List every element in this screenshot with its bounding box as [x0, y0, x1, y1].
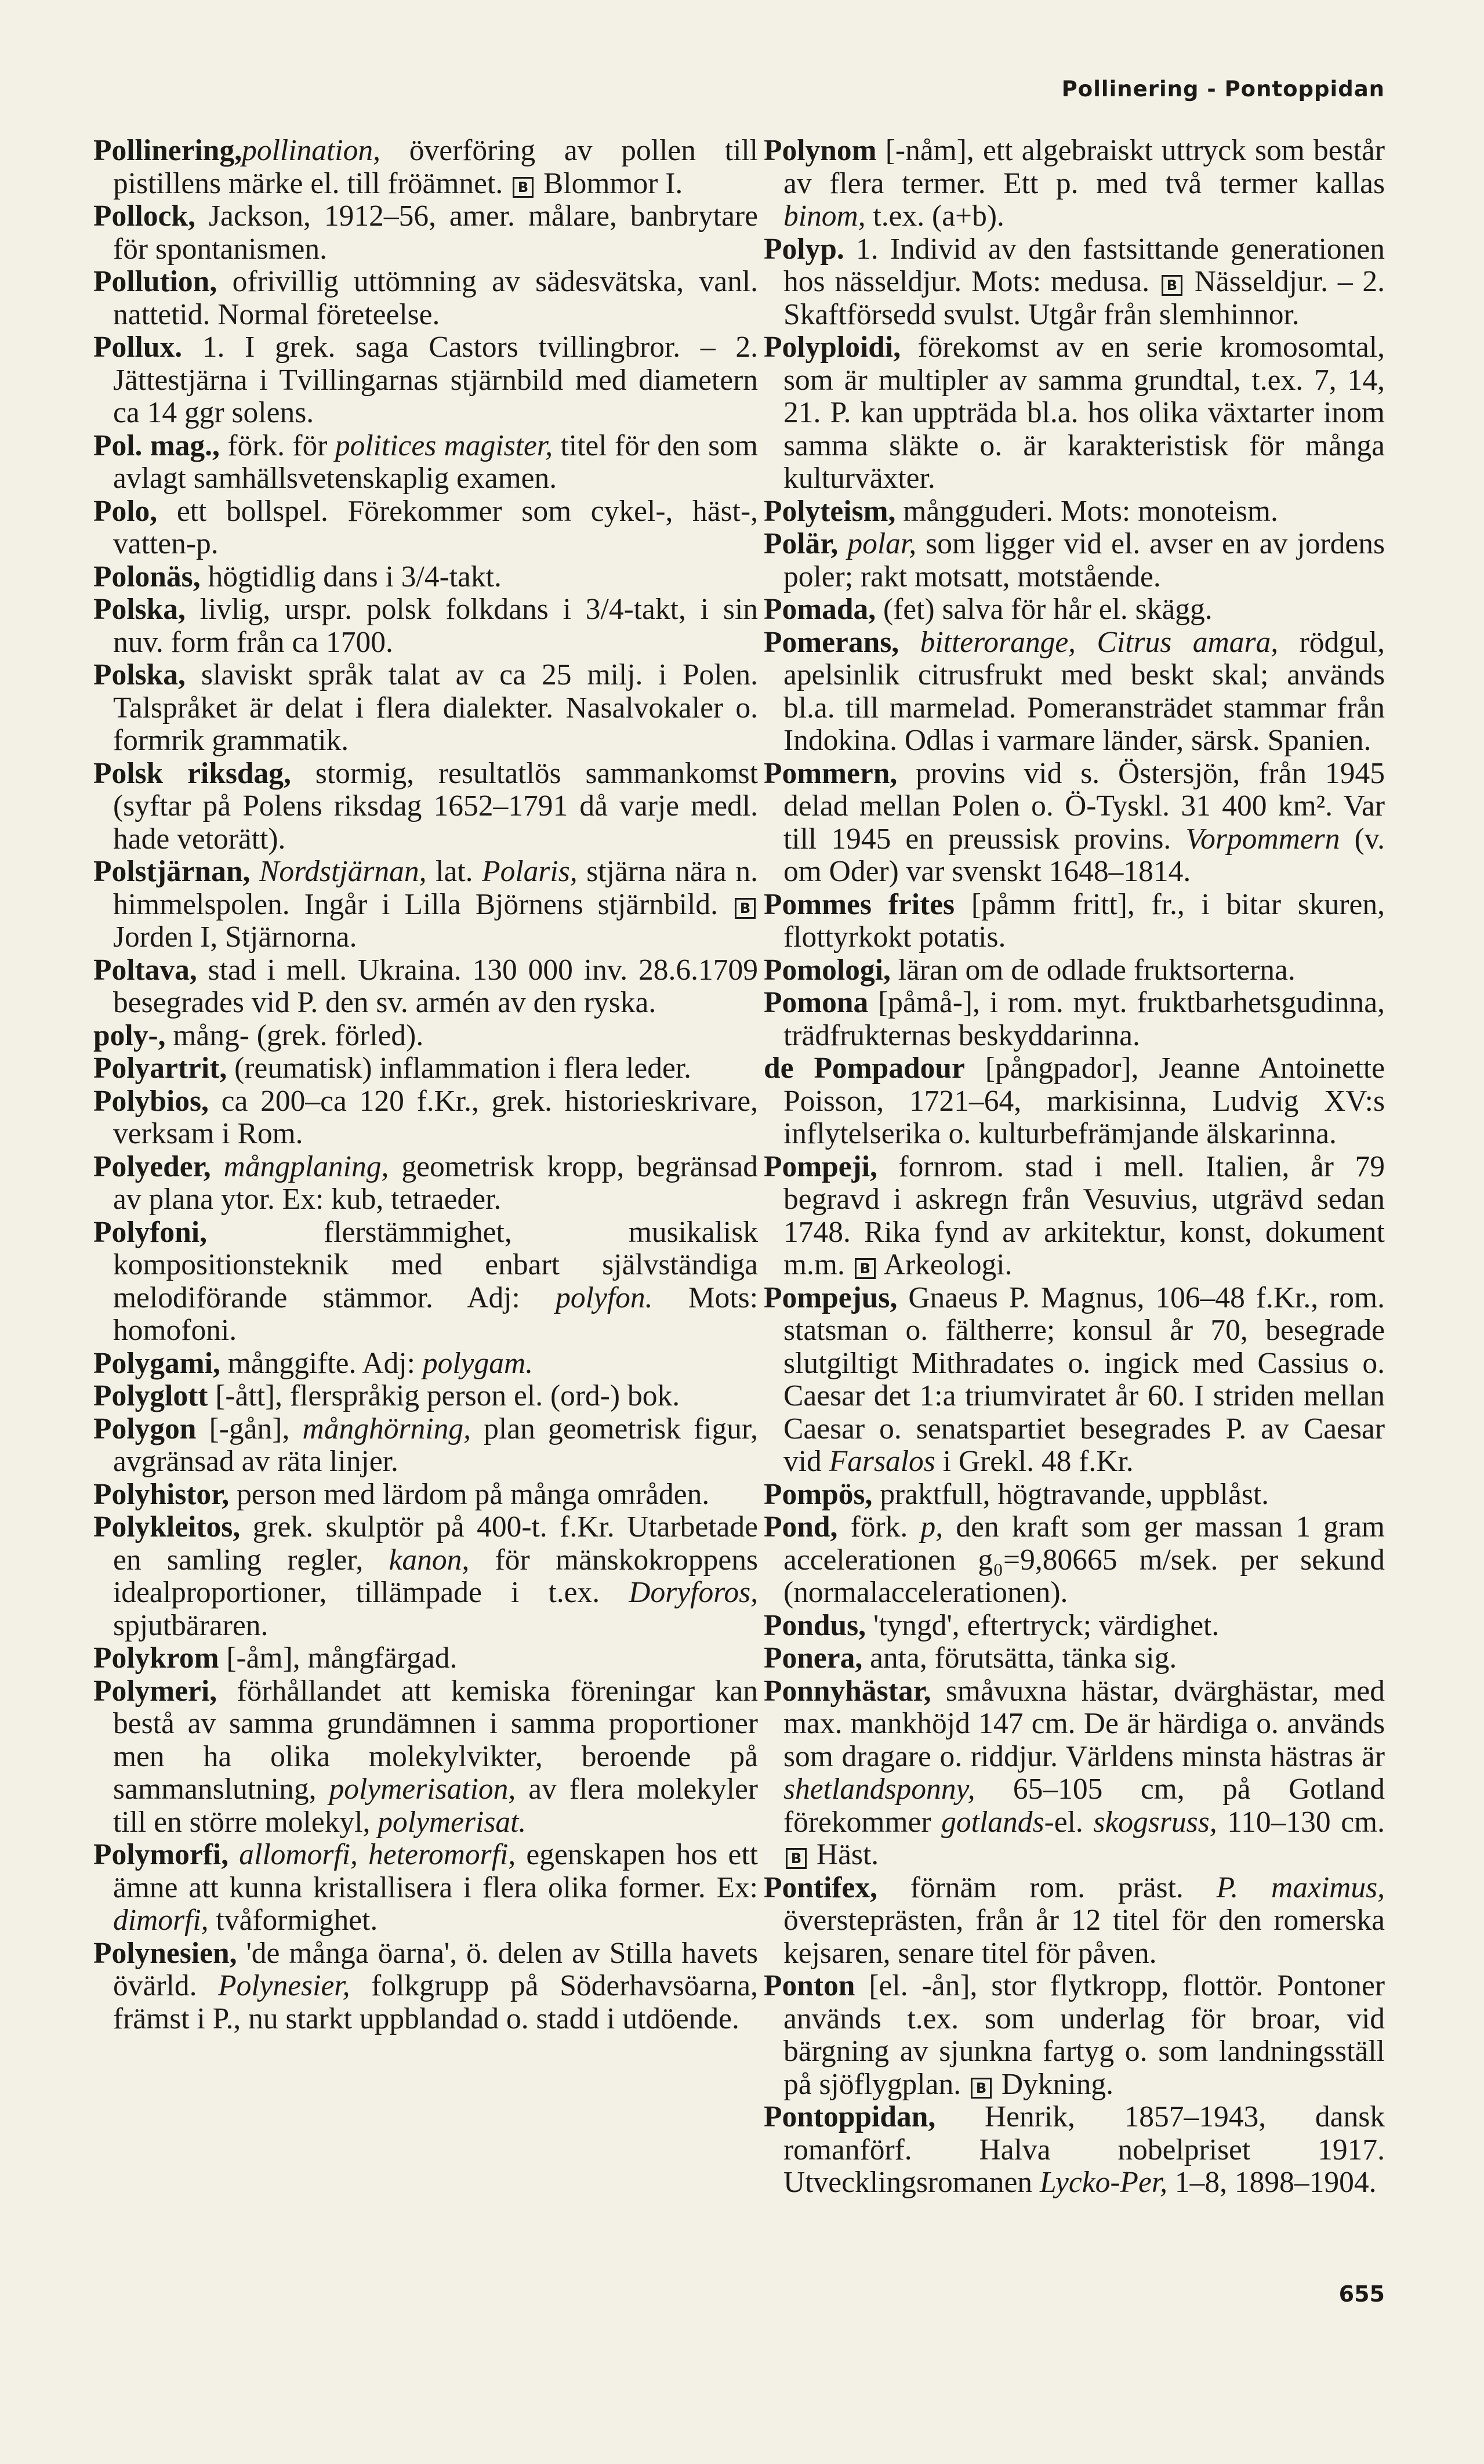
- entry-italic-text: Vorpommern: [1185, 822, 1340, 856]
- entry-italic-text: polygam.: [422, 1346, 534, 1380]
- running-header: Pollinering - Pontoppidan: [1061, 77, 1385, 102]
- entry-text: översteprästen, från år 12 titel för den romerska kejsaren, senare titel för påven.: [783, 1904, 1385, 1970]
- see-also-icon: B: [735, 898, 756, 919]
- dictionary-entry: [764, 1872, 1385, 1970]
- entry-headword: Polsk riksdag,: [93, 756, 291, 790]
- entry-text: lat.: [426, 855, 482, 888]
- entry-headword: Pomerans,: [764, 625, 899, 659]
- entry-text: t.ex. (a+b).: [865, 200, 1004, 233]
- dictionary-entry: [93, 1839, 758, 1937]
- entry-text: grek. skulptör på 400-t. f.Kr. Utarbetade en samling regler,: [113, 1510, 758, 1577]
- dictionary-entry: [764, 1970, 1385, 2101]
- entry-text: 'tyngd', eftertryck; värdighet.: [866, 1608, 1220, 1642]
- entry-text: [påmm fritt], fr., i bitar skuren, flottyrkokt potatis.: [783, 887, 1385, 954]
- entry-text: egenskapen hos ett ämne att kunna kristallisera i flera olika former. Ex:: [113, 1838, 758, 1904]
- entry-headword: Polska,: [93, 593, 186, 626]
- entry-headword: Ponton: [764, 1969, 855, 2002]
- entry-headword: Polonäs,: [93, 560, 201, 593]
- entry-italic-text: Doryforos,: [629, 1576, 758, 1609]
- entry-italic-text: skogsruss,: [1093, 1805, 1217, 1839]
- entry-italic-text: dimorfi,: [113, 1904, 209, 1937]
- entry-headword: Polynesien,: [93, 1936, 237, 1970]
- entry-text: [-ått], flerspråkig person el. (ord-) bok.: [208, 1379, 680, 1412]
- entry-headword: Ponera,: [764, 1642, 863, 1675]
- entry-text: månggifte. Adj:: [220, 1346, 423, 1380]
- page-number: 655: [1338, 2281, 1385, 2307]
- entry-text: förk. för: [219, 429, 335, 462]
- entry-headword: Pondus,: [764, 1608, 866, 1642]
- entry-text: Mots: homofoni.: [113, 1281, 759, 1347]
- dictionary-entry: [764, 2101, 1385, 2200]
- entry-text: spjutbäraren.: [113, 1608, 269, 1642]
- entry-text: [påmå-], i rom. myt. fruktbarhetsgudinna, trädfrukternas beskyddarinna.: [783, 986, 1385, 1052]
- entry-text: tvåformighet.: [208, 1904, 378, 1937]
- dictionary-entry: [93, 1511, 758, 1642]
- entry-text: flerstämmighet, musikalisk kompositionsteknik med enbart självständiga melodiförande stämmor. Adj:: [113, 1215, 758, 1314]
- entry-headword: Pollux.: [93, 331, 183, 364]
- entry-italic-text: polymerisat.: [378, 1805, 527, 1839]
- entry-text: Dykning.: [993, 2067, 1113, 2101]
- dictionary-entry: [93, 1151, 758, 1216]
- entry-headword: Polybios,: [93, 1084, 209, 1118]
- entry-text: förnäm rom. präst.: [877, 1871, 1217, 1904]
- entry-headword: Pommern,: [764, 756, 898, 790]
- dictionary-entry: [764, 758, 1385, 889]
- entry-headword: Polyteism,: [764, 494, 896, 528]
- entry-italic-text: mångplaning,: [211, 1150, 389, 1183]
- see-also-icon: B: [971, 2078, 992, 2099]
- dictionary-entry: [764, 889, 1385, 954]
- entry-text: fornrom. stad i mell. Italien, år 79 begravd i askregn från Vesuvius, utgrävd sedan 1748. Rika fynd av arkitektur, konst, dokument m.m.: [783, 1150, 1385, 1281]
- entry-text: ofrivillig uttömning av sädesvätska, vanl. nattetid. Normal företeelse.: [113, 265, 758, 331]
- dictionary-entry: [764, 1511, 1385, 1610]
- dictionary-entry: [93, 200, 758, 266]
- entry-headword: Polyglott: [93, 1379, 208, 1412]
- dictionary-entry: [93, 856, 758, 954]
- entry-italic-text: Nordstjärnan,: [250, 855, 427, 888]
- entry-headword: Polyfoni,: [93, 1215, 207, 1249]
- entry-text: rödgul, apelsinlik citrusfrukt med beskt skal; används bl.a. till marmelad. Pomeransträdet stammar från Indokina. Odlas i varmare länder, särsk. Spanien.: [783, 625, 1385, 757]
- entry-text: (v. om Oder) var svenskt 1648–1814.: [783, 822, 1385, 888]
- entry-text: el.: [1054, 1805, 1094, 1839]
- dictionary-entry: [93, 1347, 758, 1380]
- entry-italic-text: shetlandsponny,: [783, 1773, 975, 1806]
- entry-headword: Polyhistor,: [93, 1477, 230, 1511]
- dictionary-entry: [764, 1610, 1385, 1643]
- dictionary-entry: [93, 758, 758, 856]
- entry-text: slaviskt språk talat av ca 25 milj. i Polen. Talspråket är delat i flera dialekter. Nasalvokaler o. formrik grammatik.: [113, 658, 758, 757]
- entry-headword: Pollinering,: [93, 134, 242, 167]
- dictionary-entry: [764, 1151, 1385, 1282]
- entry-text: 1. I grek. saga Castors tvillingbror. – 2. Jättestjärna i Tvillingarnas stjärnbild med diametern ca 14 ggr solens.: [113, 331, 758, 429]
- entry-text: Blommor I.: [536, 166, 683, 200]
- dictionary-entry: [764, 1282, 1385, 1479]
- dictionary-entry: [93, 1479, 758, 1512]
- dictionary-entry: [93, 331, 758, 430]
- entry-text: titel för den som avlagt samhällsvetenskaplig examen.: [113, 429, 758, 495]
- entry-text: folkgrupp på Söderhavsöarna, främst i P., nu starkt uppblandad o. stadd i utdöende.: [113, 1969, 758, 2035]
- entry-italic-text: binom,: [783, 200, 866, 233]
- entry-text: förhållandet att kemiska föreningar kan bestå av samma grundämnen i samma proportioner men ha olika molekylvikter, beroende på sammanslutning,: [113, 1674, 758, 1806]
- entry-text: Häst.: [809, 1838, 879, 1871]
- entry-text: (fet) salva för hår el. skägg.: [876, 593, 1213, 626]
- entry-headword: Polyeder,: [93, 1150, 211, 1183]
- entry-text: anta, förutsätta, tänka sig.: [862, 1642, 1177, 1675]
- entry-text: ett bollspel. Förekommer som cykel-, häst-, vatten-p.: [113, 494, 758, 560]
- entry-headword: Pollution,: [93, 265, 217, 298]
- entry-headword: Pompeji,: [764, 1150, 877, 1183]
- dictionary-entry: [764, 495, 1385, 528]
- entry-text: 110–130 cm.: [1217, 1805, 1385, 1839]
- entry-text: stad i mell. Ukraina. 130 000 inv. 28.6.1709 besegrades vid P. den sv. armén av den ryska.: [113, 953, 758, 1019]
- entry-headword: Poltava,: [93, 953, 197, 987]
- entry-italic-text: polar,: [838, 527, 917, 560]
- entry-text: i Grekl. 48 f.Kr.: [935, 1445, 1134, 1478]
- entry-italic-text: politices magister,: [335, 429, 553, 462]
- entry-text: Arkeologi.: [877, 1248, 1013, 1281]
- entry-italic-text: kanon,: [389, 1543, 470, 1577]
- entry-text: överföring av pollen till pistillens märke el. till fröämnet.: [113, 134, 758, 200]
- entry-italic-text: polyfon.: [556, 1281, 653, 1314]
- dictionary-entry: [93, 1413, 758, 1479]
- dictionary-entry: [764, 135, 1385, 233]
- entry-headword: Pollock,: [93, 200, 195, 233]
- entry-headword: Polynom: [764, 134, 877, 167]
- entry-text: plan geometrisk figur, avgränsad av räta linjer.: [113, 1412, 759, 1478]
- dictionary-entry: [93, 430, 758, 495]
- dictionary-entry: [93, 1020, 758, 1053]
- entry-headword: Pol. mag.,: [93, 429, 220, 462]
- entry-text: den kraft som ger massan 1 gram accelerationen g₀=9,80665 m/sek. per sekund (normalaccelerationen).: [783, 1510, 1385, 1609]
- entry-text: Nässeldjur. – 2. Skaftförsedd svulst. Utgår från slemhinnor.: [783, 265, 1385, 331]
- dictionary-entry: [93, 593, 758, 659]
- entry-headword: Polykrom: [93, 1642, 219, 1675]
- dictionary-entry: [764, 1479, 1385, 1512]
- entry-italic-text: Polynesier,: [218, 1969, 350, 2002]
- dictionary-entry: [764, 1052, 1385, 1151]
- entry-text: Gnaeus P. Magnus, 106–48 f.Kr., rom. statsman o. fältherre; konsul år 70, besegrade slutgiltigt Mithradates o. ingick med Cassius o. Caesar det 1:a triumviratet år 60. I striden mellan Caesar o. senatspartiet besegrades P. av Caesar vid: [783, 1281, 1385, 1478]
- entry-text: ca 200–ca 120 f.Kr., grek. historieskrivare, verksam i Rom.: [113, 1084, 758, 1150]
- see-also-icon: B: [1162, 275, 1182, 296]
- entry-headword: Pond,: [764, 1510, 838, 1543]
- entry-italic-text: Lycko-Per,: [1039, 2166, 1168, 2199]
- entry-text: provins vid s. Östersjön, från 1945 delad mellan Polen o. Ö-Tyskl. 31 400 km². Var till 1945 en preussisk provins.: [783, 756, 1385, 856]
- dictionary-entry: [764, 331, 1385, 495]
- entry-headword: Polär,: [764, 527, 839, 560]
- dictionary-entry: [93, 954, 758, 1020]
- entry-headword: Polska,: [93, 658, 186, 691]
- entry-italic-text: allomorfi, heteromorfi,: [228, 1838, 516, 1871]
- entry-text: praktfull, högtravande, uppblåst.: [872, 1477, 1269, 1511]
- entry-italic-text: Polaris,: [482, 855, 578, 888]
- entry-italic-text: bitterorange, Citrus amara,: [899, 625, 1279, 659]
- entry-text: [pångpador], Jeanne Antoinette Poisson, 1721–64, markisinna, Ludvig XV:s inflytelserika o. kulturbefrämjande älskarinna.: [783, 1052, 1385, 1150]
- entry-headword: poly-,: [93, 1019, 166, 1052]
- dictionary-entry: [93, 1052, 758, 1085]
- entry-text: [-gån],: [196, 1412, 303, 1445]
- entry-text: Jackson, 1912–56, amer. målare, banbrytare för spontanismen.: [113, 200, 758, 266]
- entry-headword: Pontoppidan,: [764, 2100, 936, 2133]
- dictionary-entry: [764, 593, 1385, 626]
- entry-headword: Polymeri,: [93, 1674, 217, 1708]
- entry-headword: Polymorfi,: [93, 1838, 229, 1871]
- entry-italic-text: gotlands-: [941, 1805, 1054, 1839]
- entry-headword: Polyploidi,: [764, 331, 901, 364]
- entry-headword: Polyartrit,: [93, 1052, 227, 1085]
- entry-text: livlig, urspr. polsk folkdans i 3/4-takt, i sin nuv. form från ca 1700.: [113, 593, 758, 659]
- entry-text: 'de många öarna', ö. delen av Stilla havets övärld.: [113, 1936, 758, 2002]
- entry-headword: Polyp.: [764, 232, 844, 266]
- see-also-icon: B: [513, 177, 534, 198]
- see-also-icon: B: [786, 1848, 807, 1869]
- entry-italic-text: månghörning,: [302, 1412, 471, 1445]
- entry-headword: Ponnyhästar,: [764, 1674, 931, 1708]
- entry-headword: Polstjärnan,: [93, 855, 251, 888]
- dictionary-entry: [93, 1085, 758, 1151]
- entry-text: [-åm], mångfärgad.: [219, 1642, 458, 1675]
- entry-text: geometrisk kropp, begränsad av plana ytor. Ex: kub, tetraeder.: [113, 1150, 759, 1216]
- entry-headword: de Pompadour: [764, 1052, 965, 1085]
- entry-headword: Pompös,: [764, 1477, 873, 1511]
- entry-text: Jorden I, Stjärnorna.: [113, 921, 357, 954]
- entry-headword: Pomona: [764, 986, 869, 1019]
- entry-italic-text: polymerisation,: [329, 1773, 516, 1806]
- entry-text: mångguderi. Mots: monoteism.: [895, 494, 1278, 528]
- entry-text: 1–8, 1898–1904.: [1167, 2166, 1377, 2199]
- entry-text: person med lärdom på många områden.: [229, 1477, 710, 1511]
- dictionary-entry: [764, 1642, 1385, 1675]
- entry-text: av flera molekyler till en större molekyl,: [113, 1773, 758, 1839]
- dictionary-entry: [764, 1675, 1385, 1872]
- dictionary-entry: [93, 135, 758, 200]
- entry-text: högtidlig dans i 3/4-takt.: [200, 560, 502, 593]
- entry-text: [-nåm], ett algebraiskt uttryck som består av flera termer. Ett p. med två termer kallas: [783, 134, 1385, 200]
- dictionary-entry: [93, 1642, 758, 1675]
- entry-text: 65–105 cm, på Gotland förekommer: [783, 1773, 1385, 1839]
- dictionary-entry: [93, 1937, 758, 2036]
- entry-text: förekomst av en serie kromosomtal, som är multipler av samma grundtal, t.ex. 7, 14, 21. P. kan uppträda bl.a. hos olika växtarter inom samma släkte o. är karakteristisk för många kulturväxter.: [783, 331, 1385, 495]
- dictionary-entry: [764, 528, 1385, 593]
- dictionary-entry: [93, 1675, 758, 1839]
- entry-headword: Polo,: [93, 494, 158, 528]
- entry-text: mång- (grek. förled).: [165, 1019, 424, 1052]
- entry-text: för mänskokroppens idealproportioner, tillämpade i t.ex.: [113, 1543, 758, 1609]
- entry-headword: Pomologi,: [764, 953, 891, 987]
- entry-italic-text: Farsalos: [829, 1445, 935, 1478]
- entry-text: (reumatisk) inflammation i flera leder.: [227, 1052, 692, 1085]
- entry-text: Henrik, 1857–1943, dansk romanförf. Halva nobelpriset 1917. Utvecklingsromanen: [783, 2100, 1385, 2199]
- dictionary-entry: [764, 954, 1385, 987]
- dictionary-entry: [93, 1216, 758, 1347]
- entry-italic-text: pollination,: [242, 134, 380, 167]
- dictionary-entry: [93, 1380, 758, 1413]
- entry-italic-text: P. maximus,: [1216, 1871, 1385, 1904]
- entry-headword: Pontifex,: [764, 1871, 877, 1904]
- entry-headword: Pommes frites: [764, 887, 955, 921]
- dictionary-entry: [764, 626, 1385, 758]
- dictionary-entry: [93, 266, 758, 331]
- entry-headword: Polygami,: [93, 1346, 220, 1380]
- entry-headword: Polykleitos,: [93, 1510, 241, 1543]
- entry-headword: Pomada,: [764, 593, 876, 626]
- entry-text: stjärna nära n. himmelspolen. Ingår i Lilla Björnens stjärnbild.: [113, 855, 758, 921]
- entry-text: 1. Individ av den fastsittande generationen hos nässeldjur. Mots: medusa.: [783, 232, 1385, 298]
- entry-text: som ligger vid el. avser en av jordens poler; rakt motsatt, motstående.: [783, 527, 1385, 593]
- left-column: [93, 135, 758, 2035]
- dictionary-entry: [93, 495, 758, 561]
- entry-text: [el. -ån], stor flytkropp, flottör. Pontoner används t.ex. som underlag för broar, vid bärgning av sjunkna fartyg o. som landningsställ på sjöflygplan.: [783, 1969, 1385, 2101]
- entry-text: läran om de odlade fruktsorterna.: [890, 953, 1296, 987]
- dictionary-entry: [764, 987, 1385, 1052]
- see-also-icon: B: [855, 1258, 876, 1279]
- entry-italic-text: p,: [920, 1510, 944, 1543]
- dictionary-entry: [93, 659, 758, 758]
- entry-text: stormig, resultatlös sammankomst (syftar på Polens riksdag 1652–1791 då varje medl. hade vetorätt).: [113, 756, 758, 856]
- dictionary-entry: [93, 561, 758, 594]
- entry-headword: Pompejus,: [764, 1281, 898, 1314]
- entry-text: förk.: [837, 1510, 921, 1543]
- entry-text: småvuxna hästar, dvärghästar, med max. mankhöjd 147 cm. De är härdiga o. används som dragare o. riddjur. Världens minsta hästras är: [783, 1674, 1385, 1773]
- right-column: [764, 135, 1385, 2200]
- dictionary-entry: [764, 233, 1385, 332]
- entry-headword: Polygon: [93, 1412, 197, 1445]
